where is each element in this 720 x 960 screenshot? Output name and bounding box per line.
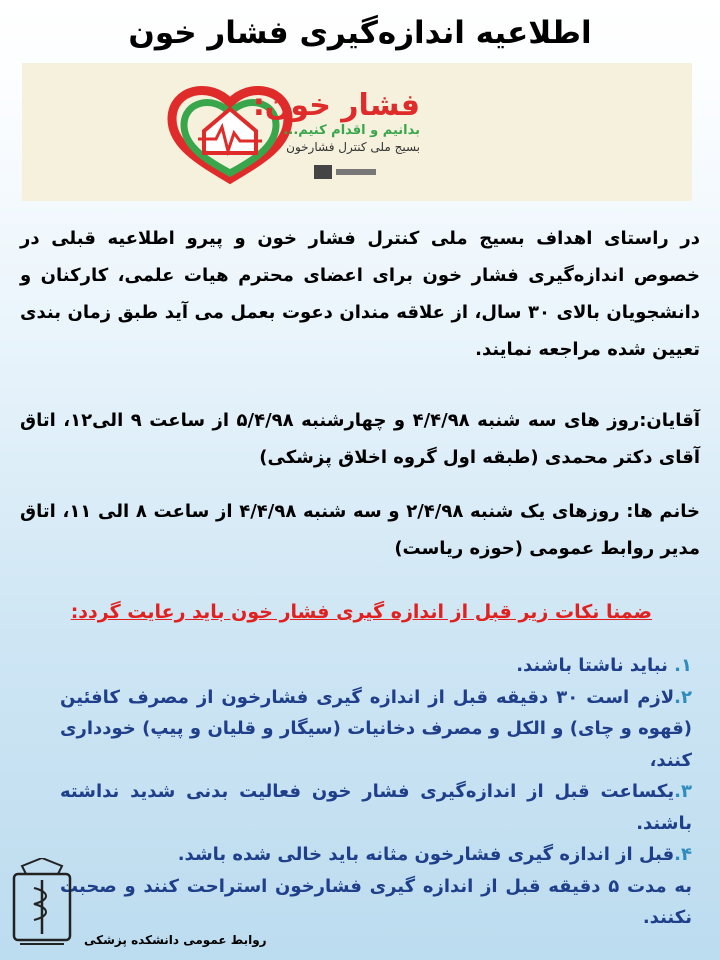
list-item — [60, 839, 692, 871]
men-schedule: آقایان:روز های سه شنبه ۴/۴/۹۸ و چهارشنبه ۵/۴/۹۸ از ساعت ۹ الی۱۲، اتاق آقای دکتر محمدی (طبقه اول گروه اخلاق پزشکی) — [20, 410, 700, 468]
banner-campaign: بسیج ملی کنترل فشارخون — [286, 140, 420, 154]
note-text: لازم است ۳۰ دقیقه قبل از اندازه گیری فشارخون از مصرف کافئین (قهوه و چای) و الکل و مصرف دخانیات (سیگار و قلیان و پیپ) خودداری کنند، — [60, 686, 692, 771]
intro-paragraph: در راستای اهداف بسیج ملی کنترل فشار خون و پیرو اطلاعیه قبلی در خصوص اندازه‌گیری فشار خون برای اعضای محترم هیات علمی، کارکنان و دانشجویان بالای ۳۰ سال، از علاقه مندان دعوت بعمل می آید طبق زمان بندی تعیین شده مراجعه نمایند. — [20, 228, 700, 360]
campaign-banner — [22, 63, 692, 201]
note-number: ۱. — [674, 655, 692, 676]
footer-credit: روابط عمومی دانشکده پزشکی — [84, 933, 267, 947]
note-number: ۲. — [674, 686, 693, 708]
list-item — [60, 871, 692, 934]
note-text: به مدت ۵ دقیقه قبل از اندازه گیری فشارخون استراحت کنند و صحبت نکنند. — [60, 875, 692, 928]
notice-heading: ضمنا نکات زیر قبل از اندازه گیری فشار خون باید رعایت گردد: — [70, 601, 652, 623]
list-item — [60, 682, 692, 777]
page-title: اطلاعیه اندازه‌گیری فشار خون — [128, 15, 592, 51]
university-seal-icon — [12, 858, 72, 950]
note-text: یکساعت قبل از اندازه‌گیری فشار خون فعالیت بدنی شدید نداشته باشند. — [60, 781, 692, 834]
banner-brand — [253, 89, 420, 155]
banner-slogan: بدانیم و اقدام کنیم... — [283, 123, 420, 138]
note-text: قبل از اندازه گیری فشارخون مثانه باید خالی شده باشد. — [177, 844, 675, 865]
notes-list — [60, 650, 692, 934]
note-number: ۴. — [674, 844, 692, 865]
list-item — [60, 776, 692, 839]
women-schedule: خانم ها: روزهای یک شنبه ۲/۴/۹۸ و سه شنبه ۴/۴/۹۸ از ساعت ۸ الی ۱۱، اتاق مدیر روابط عمومی (حوزه ریاست) — [20, 501, 700, 559]
list-item — [60, 650, 692, 682]
banner-title: فشار خون: — [252, 88, 420, 123]
note-text: نباید ناشتا باشند. — [516, 655, 675, 676]
note-number: ۳. — [674, 781, 692, 802]
